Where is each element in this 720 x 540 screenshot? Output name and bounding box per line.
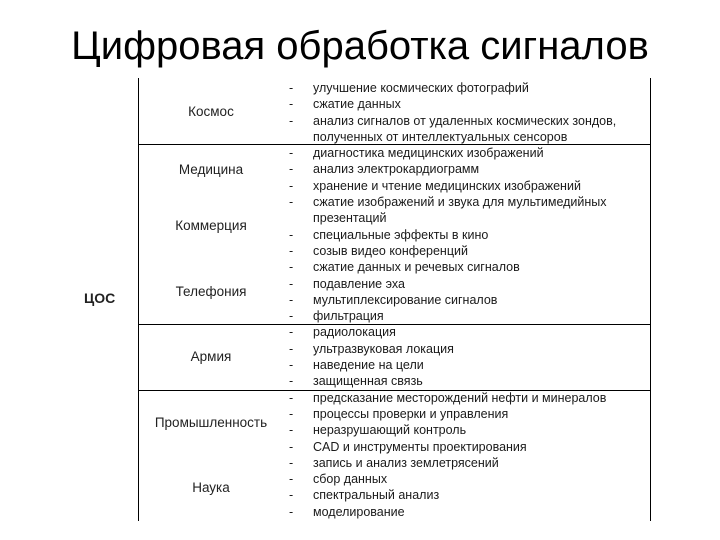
bullet: -: [289, 113, 294, 128]
bullet: -: [289, 504, 294, 519]
bullet: -: [289, 406, 294, 421]
bullet: -: [289, 243, 294, 258]
bullet: -: [289, 423, 294, 438]
category-science: Наука: [192, 480, 230, 495]
list-item: - фильтрация: [289, 309, 384, 324]
bullet: -: [289, 472, 294, 487]
list-item: - процессы проверки и управления: [289, 406, 509, 421]
list-item: - диагностика медицинских изображений: [289, 146, 544, 161]
list-item: - мультиплексирование сигналов: [289, 292, 498, 307]
bullet: -: [289, 325, 294, 340]
bullet: -: [289, 97, 294, 112]
list-item: - сжатие данных и речевых сигналов: [289, 260, 520, 275]
bullet: -: [289, 178, 294, 193]
list-item: - сжатие изображений и звука для мультимедийных: [289, 195, 607, 210]
bullet: -: [289, 195, 294, 210]
bullet: -: [289, 390, 294, 405]
list-item: - спектральный анализ: [289, 488, 440, 503]
category-industry: Промышленность: [154, 415, 268, 430]
list-item: - анализ электрокардиограмм: [289, 162, 480, 177]
category-medicine: Медицина: [178, 162, 244, 177]
list-item: - запись и анализ землетрясений: [289, 455, 499, 470]
list-item: - анализ сигналов от удаленных космических зондов,: [289, 113, 617, 128]
bullet: -: [289, 455, 294, 470]
bullet: -: [289, 81, 294, 95]
page-title: Цифровая обработка сигналов: [71, 24, 649, 68]
list-item: - ультразвуковая локация: [289, 341, 454, 356]
list-item: - сжатие данных: [289, 97, 401, 112]
list-item: - подавление эха: [289, 276, 405, 291]
bullet: -: [289, 260, 294, 275]
bullet: -: [289, 374, 294, 389]
bullet: -: [289, 309, 294, 324]
application-list: [289, 80, 616, 520]
list-item: - неразрушающий контроль: [289, 423, 467, 438]
bullet: -: [289, 292, 294, 307]
bullet: -: [289, 276, 294, 291]
list-item: - созыв видео конференций: [289, 243, 468, 258]
bullet: -: [289, 488, 294, 503]
list-item: - CAD и инструменты проектирования: [289, 439, 527, 454]
category-space: Космос: [188, 104, 234, 119]
list-item: - наведение на цели: [289, 358, 424, 373]
bullet: -: [289, 439, 294, 454]
category-army: Армия: [190, 349, 232, 364]
list-item-continuation: презентаций: [313, 211, 387, 226]
category-telephony: Телефония: [175, 284, 247, 299]
list-item: - специальные эффекты в кино: [289, 227, 489, 242]
bullet: -: [289, 227, 294, 242]
list-item-continuation: полученных от интеллектуальных сенсоров: [313, 129, 568, 144]
category-commerce: Коммерция: [175, 218, 247, 233]
list-item: - моделирование: [289, 504, 405, 519]
bullet: -: [289, 358, 294, 373]
list-item: - хранение и чтение медицинских изображений: [289, 178, 581, 193]
list-item: - улучшение космических фотографий: [289, 81, 529, 95]
list-item: - предсказание месторождений нефти и минералов: [289, 390, 607, 405]
bullet: -: [289, 162, 294, 177]
list-item: - радиолокация: [289, 325, 396, 340]
list-item: - сбор данных: [289, 472, 388, 487]
list-item: - защищенная связь: [289, 374, 423, 389]
bullet: -: [289, 341, 294, 356]
bullet: -: [289, 146, 294, 161]
root-label: ЦОС: [84, 290, 116, 306]
